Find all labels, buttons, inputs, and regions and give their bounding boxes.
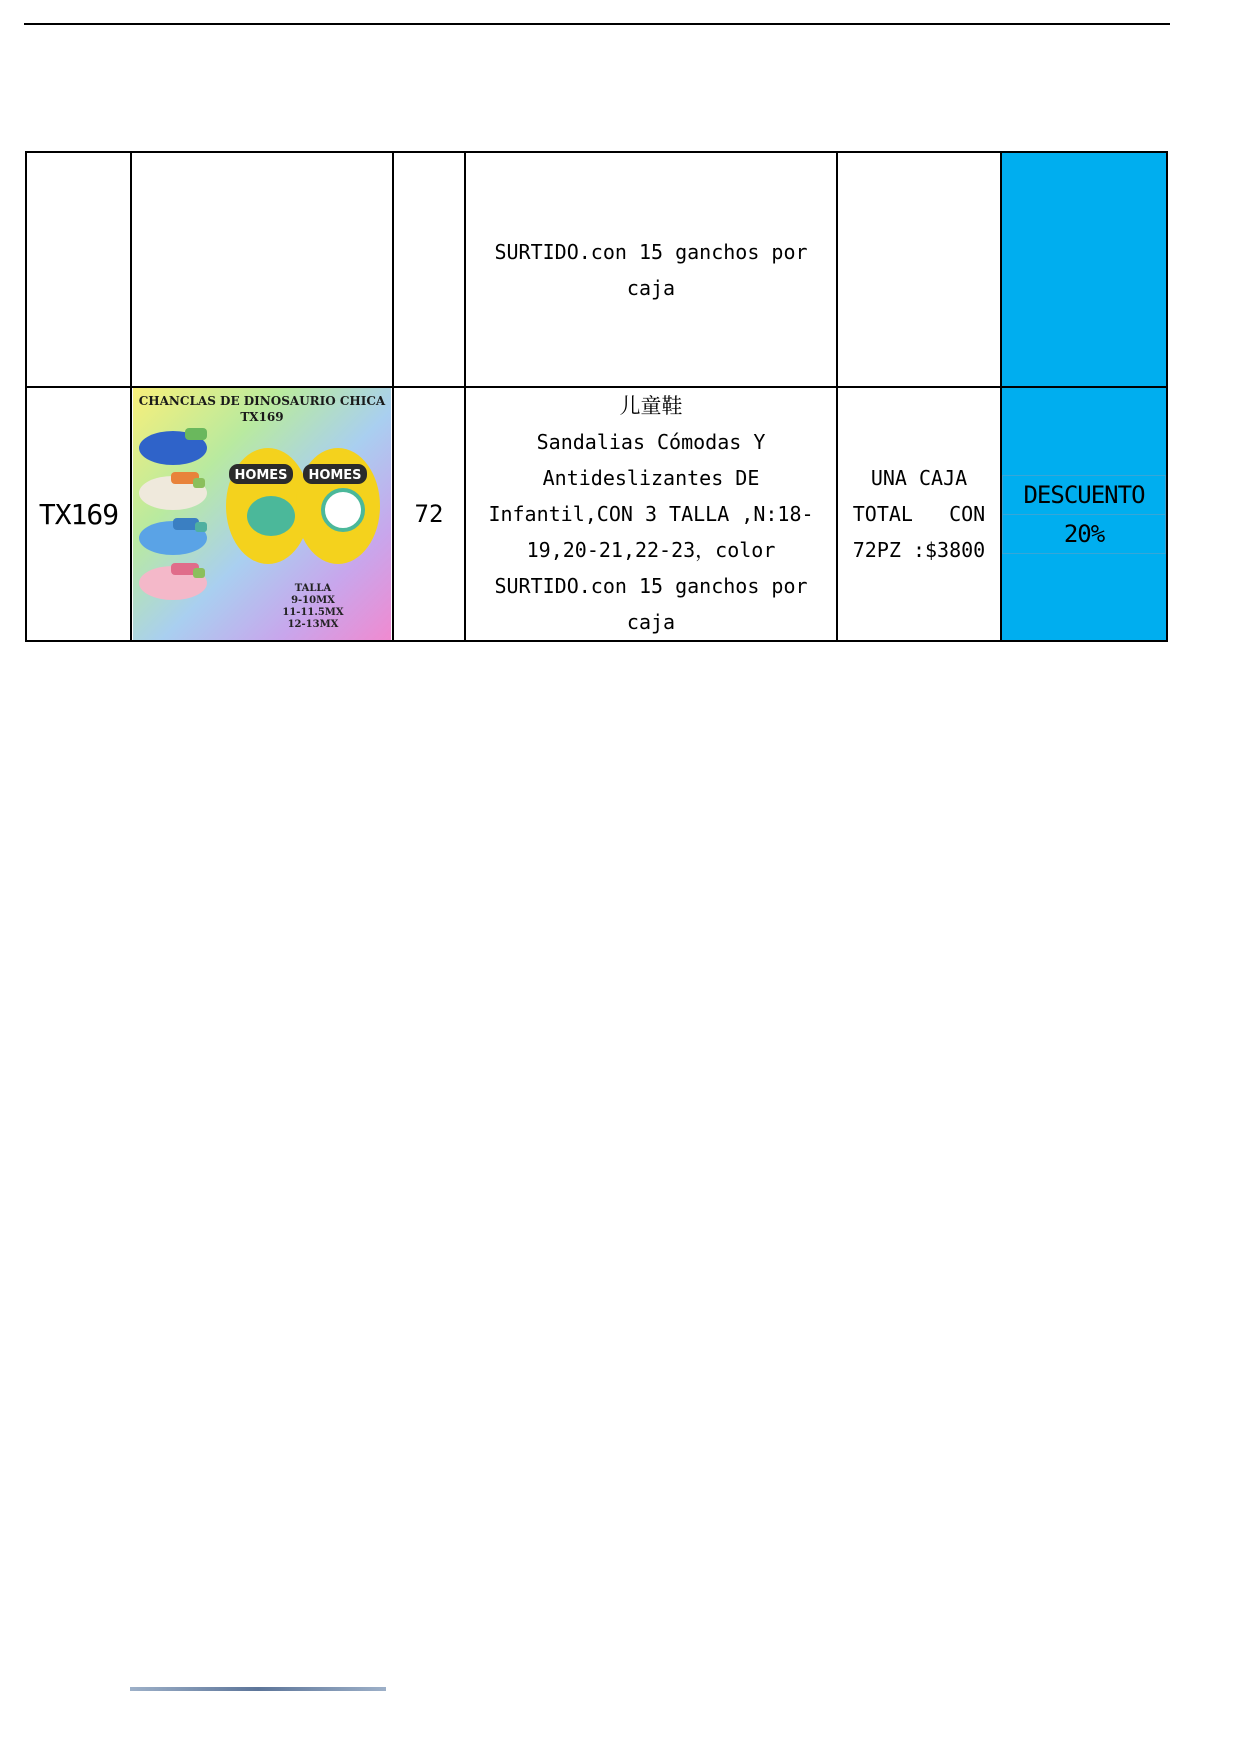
product-image-cell — [131, 387, 393, 641]
product-image-cell — [131, 152, 393, 387]
svg-text:HOMES: HOMES — [234, 468, 288, 483]
description-chinese: 儿童鞋 — [619, 394, 683, 418]
footer-bar — [130, 1687, 386, 1691]
price-line: TOTAL CON — [852, 502, 986, 526]
size-item: 12-13MX — [287, 619, 339, 630]
description-line: caja — [626, 610, 676, 634]
description-line: Infantil,CON 3 TALLA ,N:18- — [488, 502, 814, 526]
discount-cell — [1001, 387, 1167, 641]
product-quantity — [393, 152, 465, 387]
description-line: SURTIDO.con 15 ganchos por — [494, 574, 808, 598]
discount-label: DESCUENTO — [1003, 476, 1165, 515]
description-line: Sandalias Cómodas Y — [536, 430, 766, 454]
large-sandal-right — [296, 448, 380, 564]
photo-code-text: TX169 — [240, 410, 284, 424]
discount-cell — [1001, 152, 1167, 387]
small-sandal-pink — [139, 563, 207, 600]
discount-box — [1002, 475, 1166, 554]
product-table — [25, 151, 1168, 642]
talla-label: TALLA — [294, 583, 332, 594]
product-code — [26, 152, 131, 387]
size-item: 11-11.5MX — [282, 607, 344, 618]
product-photo — [133, 388, 391, 640]
description-line: caja — [626, 275, 676, 300]
small-sandal-lightblue — [139, 518, 207, 555]
svg-text:HOMES: HOMES — [308, 468, 362, 483]
product-price — [837, 152, 1001, 387]
price-line: UNA CAJA — [870, 466, 968, 490]
description-line: 19,20-21,22-23，color — [526, 538, 776, 562]
price-line: 72PZ :$3800 — [852, 538, 986, 562]
product-quantity: 72 — [393, 387, 465, 641]
product-description — [465, 387, 837, 641]
discount-value: 20% — [1063, 519, 1105, 548]
size-item: 9-10MX — [291, 595, 335, 606]
small-sandal-blue — [139, 428, 207, 465]
product-code: TX169 — [26, 387, 131, 641]
photo-size-list — [273, 583, 353, 631]
product-description — [465, 152, 837, 387]
top-rule — [24, 23, 1170, 25]
table-row — [26, 387, 1167, 641]
photo-title-text: CHANCLAS DE DINOSAURIO CHICA — [138, 394, 386, 408]
description-line: Antideslizantes DE — [542, 466, 760, 490]
description-line: SURTIDO.con 15 ganchos por — [494, 239, 808, 264]
small-sandal-white — [139, 472, 207, 510]
table-row — [26, 152, 1167, 387]
product-price — [837, 387, 1001, 641]
